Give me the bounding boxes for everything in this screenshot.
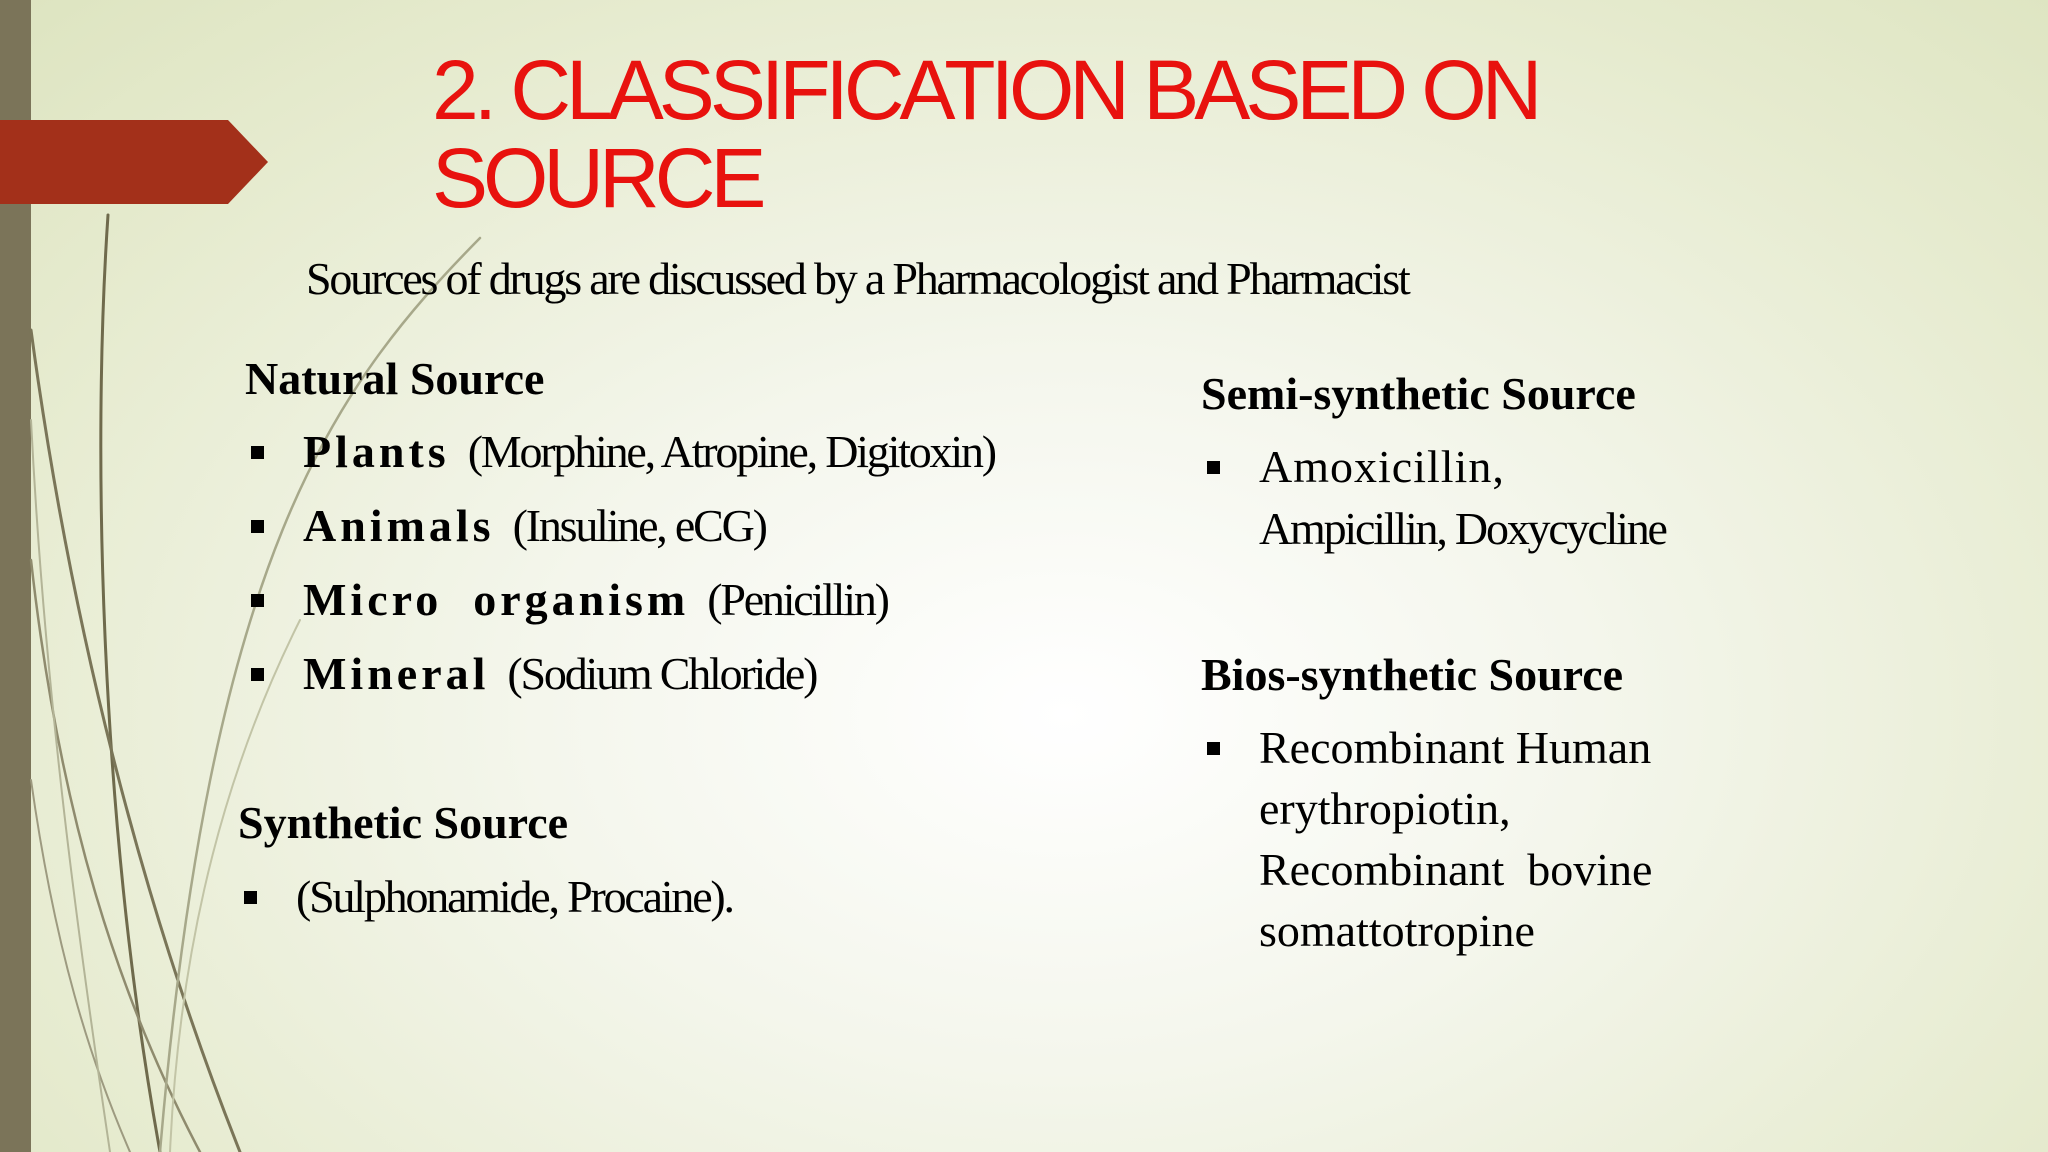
bullet-icon <box>251 594 264 607</box>
natural-item-plants <box>303 424 995 480</box>
bullet-icon <box>251 668 264 681</box>
slide-title <box>432 43 1612 225</box>
bullet-icon <box>1207 742 1220 755</box>
slide-title-line-1: 2. CLASSIFICATION BASED ON <box>432 43 1538 137</box>
bios-synthetic-source-heading: Bios-synthetic Source <box>1201 649 1624 700</box>
bullet-icon <box>251 446 264 459</box>
bios-synthetic-line-4: somattotropine <box>1259 905 1535 956</box>
bullet-icon <box>251 520 264 533</box>
slide-subtitle: Sources of drugs are discussed by a Pharmacologist and Pharmacist <box>306 253 1409 304</box>
semi-synthetic-item-line-2: Ampicillin, Doxycycline <box>1259 503 1666 554</box>
bullet-icon <box>1207 461 1220 474</box>
semi-synthetic-item-line-1: Amoxicillin, <box>1259 441 1505 492</box>
natural-item-micro-organism <box>303 572 888 628</box>
natural-source-heading: Natural Source <box>245 353 545 404</box>
natural-item-animals <box>303 498 766 554</box>
natural-item-name: Mineral <box>303 648 490 699</box>
synthetic-source-heading: Synthetic Source <box>238 797 569 848</box>
natural-item-name: Animals <box>303 500 495 551</box>
bios-synthetic-line-2: erythropiotin, <box>1259 783 1511 834</box>
natural-item-name: Plants <box>303 426 450 477</box>
natural-item-detail: (Insuline, eCG) <box>512 500 766 551</box>
natural-item-detail: (Sodium Chloride) <box>507 648 817 699</box>
synthetic-item: (Sulphonamide, Procaine). <box>296 871 733 922</box>
natural-item-mineral <box>303 646 816 702</box>
bios-synthetic-line-3: Recombinant bovine <box>1259 844 1653 895</box>
semi-synthetic-source-heading: Semi-synthetic Source <box>1201 368 1636 419</box>
slide-title-line-2: SOURCE <box>432 131 762 225</box>
bullet-icon <box>244 891 257 904</box>
natural-item-detail: (Morphine, Atropine, Digitoxin) <box>467 426 995 477</box>
natural-item-name: Micro organism <box>303 574 690 625</box>
arrow-tab-shape <box>0 120 268 204</box>
natural-item-detail: (Penicillin) <box>707 574 888 625</box>
bios-synthetic-line-1: Recombinant Human <box>1259 722 1652 773</box>
